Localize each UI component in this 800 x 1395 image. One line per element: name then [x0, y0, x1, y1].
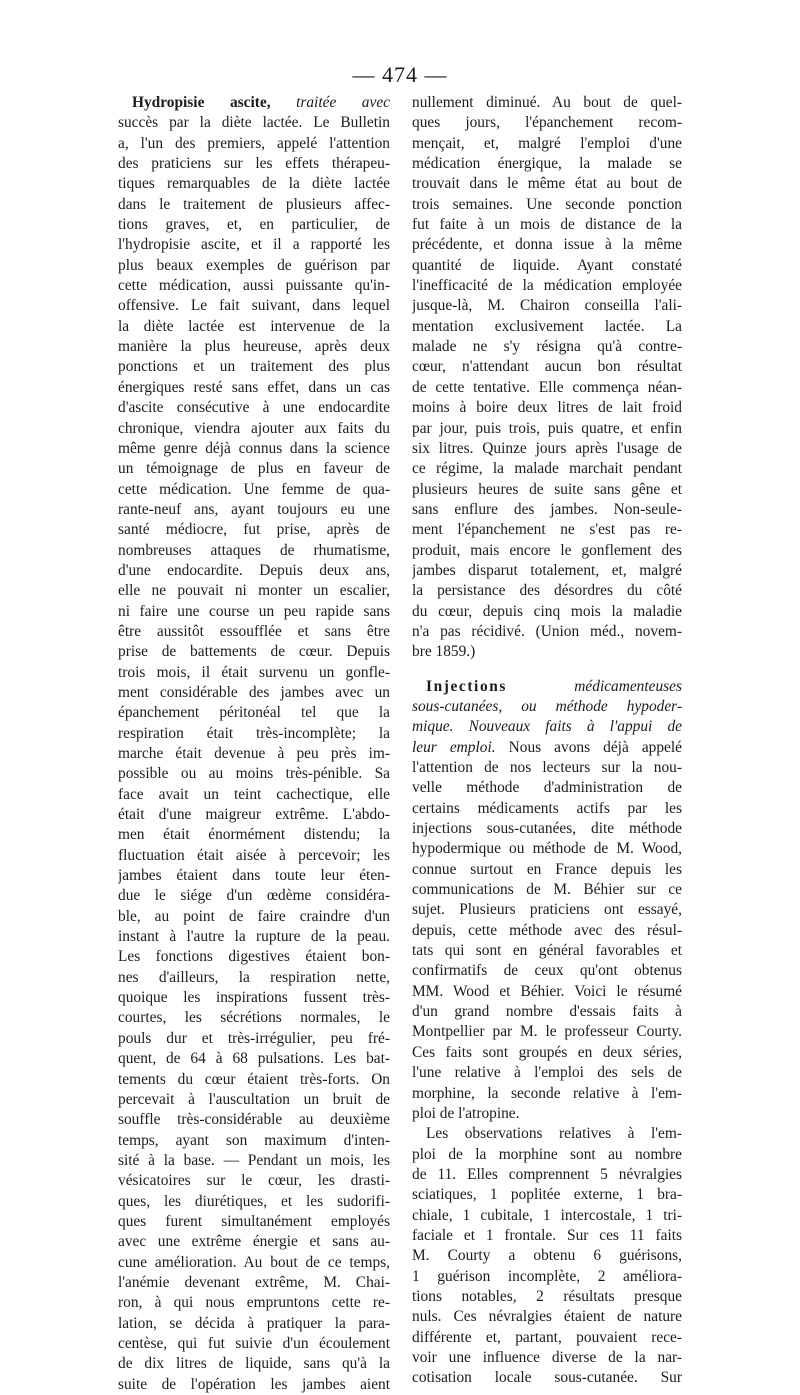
- text-line: un témoignage de plus en faveur de: [118, 460, 390, 478]
- text-line: six litres. Quinze jours après l'usage de: [412, 439, 682, 457]
- text-line: ment considérable des jambes avec un: [118, 683, 390, 701]
- text-line: mençait, et, malgré l'emploi d'une: [412, 134, 682, 152]
- text-line: différente et, partant, pouvaient rece-: [412, 1328, 682, 1346]
- article2-subtitle-3-line: [412, 738, 682, 758]
- text-line: lation, se décida à pratiquer la para-: [118, 1314, 390, 1332]
- text-line: la diète lactée est intervenue de la: [118, 317, 390, 335]
- article1-heading-line: [118, 93, 390, 113]
- text-line: d'un grand nombre d'essais faits à: [412, 1003, 682, 1021]
- text-line: tats qui sont en général favorables et: [412, 942, 682, 960]
- text-line: même genre déjà connus dans la science: [118, 439, 390, 457]
- text-line: morphine, la seconde relative à l'em-: [412, 1084, 682, 1102]
- text-line: d'ascite consécutive à une endocardite: [118, 399, 390, 417]
- text-line: de 11. Elles comprennent 5 névralgies: [412, 1165, 682, 1183]
- article1-body: [118, 113, 390, 1395]
- text-line: ques jours, l'épanchement recom-: [412, 114, 682, 132]
- text-line: l'inefficacité de la médication employée: [412, 277, 682, 295]
- text-line: produit, mais encore le gonflement des: [412, 541, 682, 559]
- text-line: tiques remarquables de la diète lactée: [118, 175, 390, 193]
- text-line: sciatiques, 1 poplitée externe, 1 bra-: [412, 1186, 682, 1204]
- text-line: cotisation locale sous-cutanée. Sur: [412, 1369, 682, 1387]
- text-line: ques furent simultanément employés: [118, 1212, 390, 1230]
- text-line: vésicatoires sur le cœur, les drasti-: [118, 1172, 390, 1190]
- text-line: M. Courty a obtenu 6 guérisons,: [412, 1247, 682, 1265]
- text-line: succès par la diète lactée. Le Bulletin: [118, 114, 390, 132]
- text-line: ni faire une course un peu rapide sans: [118, 602, 390, 620]
- text-line: ron, à qui nous empruntons cette re-: [118, 1294, 390, 1312]
- text-line: l'une relative à l'emploi des sels de: [412, 1064, 682, 1082]
- text-line: offensive. Le fait suivant, dans lequel: [118, 297, 390, 315]
- text-line: Ces faits sont groupés en deux séries,: [412, 1043, 682, 1061]
- text-line: d'une endocardite. Depuis deux ans,: [118, 561, 390, 579]
- text-line: être aussitôt essoufflée et sans être: [118, 622, 390, 640]
- text-line: n'a pas récidivé. (Union méd., novem-: [412, 622, 682, 640]
- article2-subtitle-2: mique. Nouveaux faits à l'appui de: [412, 718, 682, 736]
- text-line: injections sous-cutanées, dite méthode: [412, 820, 682, 838]
- text-line: pouls dur et très-irrégulier, peu fré-: [118, 1029, 390, 1047]
- right-column: [412, 93, 682, 1389]
- text-line: bre 1859.): [412, 643, 476, 661]
- text-line: prise de battements de cœur. Depuis: [118, 643, 390, 661]
- text-line: certains médicaments actifs par les: [412, 799, 682, 817]
- text-line: sité à la base. — Pendant un mois, les: [118, 1151, 390, 1169]
- article2-subtitle-0: médicamenteuses: [574, 677, 682, 695]
- text-line: de dix litres de liquide, sans qu'à la: [118, 1355, 390, 1373]
- text-line: sans enflure des jambes. Non-seule-: [412, 500, 682, 518]
- text-line: fut faite à un mois de distance de la: [412, 216, 682, 234]
- article1-continuation: [412, 93, 682, 663]
- text-line: connue surtout en France depuis les: [412, 860, 682, 878]
- text-line: face avait un teint cachectique, elle: [118, 785, 390, 803]
- text-line: plus beaux exemples de guérison par: [118, 256, 390, 274]
- text-line: la persistance des désordres du côté: [412, 582, 682, 600]
- article2-body: [412, 758, 682, 1124]
- text-line: du cœur, depuis cinq mois la maladie: [412, 602, 682, 620]
- text-line: trois semaines. Une seconde ponction: [412, 195, 682, 213]
- text-line: tions graves, et, en particulier, de: [118, 216, 390, 234]
- text-line: l'attention de nos lecteurs sur la nou-: [412, 759, 682, 776]
- text-line: due le siége d'un œdème considéra-: [118, 887, 390, 905]
- text-line: précédente, et donna issue à la même: [412, 236, 682, 254]
- text-line: énergiques resté sans effet, dans un cas: [118, 378, 390, 396]
- left-column: [118, 93, 390, 1395]
- text-line: percevait à l'auscultation un bruit de: [118, 1090, 390, 1108]
- text-line: santé médiocre, fut prise, après de: [118, 521, 390, 539]
- text-line: des praticiens sur les effets thérapeu-: [118, 155, 390, 173]
- text-line: ment l'épanchement ne s'est pas re-: [412, 521, 682, 539]
- text-line: cette médication, aussi puissante qu'in-: [118, 277, 390, 295]
- text-line: Les observations relatives à l'em-: [426, 1125, 682, 1143]
- text-line: l'hydropisie ascite, et il a rapporté les: [118, 236, 390, 254]
- text-line: tements du cœur étaient très-forts. On: [118, 1070, 390, 1088]
- article2-heading-line: [412, 677, 682, 697]
- text-line: communications de M. Béhier sur ce: [412, 881, 682, 899]
- text-line: ponctions et un traitement des plus: [118, 358, 390, 376]
- text-line: quoique les inspirations fussent très-: [118, 989, 390, 1007]
- text-line: men était énormément distendu; la: [118, 826, 390, 844]
- text-line: depuis, cette méthode avec des résul-: [412, 921, 682, 939]
- article2-subtitle-1: sous-cutanées, ou méthode hypoder-: [412, 697, 682, 715]
- text-line: instant à l'autre la rupture de la peau.: [118, 928, 390, 946]
- text-line: MM. Wood et Béhier. Voici le résumé: [412, 982, 682, 1000]
- text-line: ble, au point de faire craindre d'un: [118, 907, 390, 925]
- text-line: a, l'un des premiers, appelé l'attention: [118, 134, 390, 152]
- text-line: ques, les diurétiques, et les sudorifi-: [118, 1192, 390, 1210]
- text-line: quent, de 64 à 68 pulsations. Les bat-: [118, 1050, 390, 1068]
- text-line: moins à boire deux litres de lait froid: [412, 399, 682, 417]
- text-line: médication énergique, la malade se: [412, 155, 682, 173]
- text-line: cœur, n'attendant aucun bon résultat: [412, 358, 682, 376]
- text-line: voir une influence diverse de la nar-: [412, 1348, 682, 1366]
- text-line: courtes, les sécrétions normales, le: [118, 1009, 390, 1027]
- text-line: souffle très-considérable au deuxième: [118, 1111, 390, 1129]
- text-line: fluctuation était aisée à percevoir; les: [118, 846, 390, 864]
- text-line: chronique, viendra ajouter aux faits du: [118, 419, 390, 437]
- article1-heading: Hydropisie ascite,: [132, 94, 271, 111]
- text-line: était d'une maigreur extrême. L'abdo-: [118, 806, 390, 824]
- section-gap: [412, 663, 682, 677]
- text-line: temps, ayant son maximum d'inten-: [118, 1131, 390, 1149]
- text-line: nullement diminué. Au bout de quel-: [412, 94, 682, 111]
- text-line: chiale, 1 cubitale, 1 intercostale, 1 tri-: [412, 1206, 682, 1224]
- text-line: marche était devenue à peu près im-: [118, 745, 390, 762]
- text-line: ce régime, la malade marchait pendant: [412, 460, 682, 478]
- text-line: trouvait dans le même état au bout de: [412, 175, 682, 193]
- text-line: nombreuses attaques de rhumatisme,: [118, 541, 390, 559]
- text-line: ploi de l'atropine.: [412, 1104, 520, 1122]
- article2-heading: Injections: [426, 677, 507, 695]
- text-line: ploi de la morphine sont au nombre: [412, 1145, 682, 1163]
- text-line: de cette tentative. Elle commença néan-: [412, 378, 682, 396]
- text-line: cune amélioration. Au bout de ce temps,: [118, 1253, 390, 1271]
- text-line: plusieurs heures de suite sans gêne et: [412, 480, 682, 498]
- text-line: avec une extrême énergie et sans au-: [118, 1233, 390, 1251]
- text-line: épanchement péritonéal tel que la: [118, 704, 390, 722]
- text-line: Les fonctions digestives étaient bon-: [118, 948, 390, 966]
- text-line: faciale et 1 frontale. Sur ces 11 faits: [412, 1226, 682, 1244]
- text-line: velle méthode d'administration de: [412, 779, 682, 797]
- text-line: par jour, puis trois, puis quatre, et enfin: [412, 419, 682, 437]
- text-line: hypodermique ou méthode de M. Wood,: [412, 840, 682, 858]
- text-line: elle ne pouvait ni monter un escalier,: [118, 582, 390, 600]
- text-line: trois mois, il était survenu un gonfle-: [118, 663, 390, 681]
- text-line: Montpellier par M. le professeur Courty.: [412, 1023, 682, 1041]
- article2-paragraph2: [412, 1124, 682, 1388]
- page-number: — 474 —: [352, 62, 448, 87]
- article1-subtitle: traitée avec: [296, 94, 390, 111]
- text-line: cette médication. Une femme de qua-: [118, 480, 390, 498]
- text-line: nes d'ailleurs, la respiration nette,: [118, 968, 390, 986]
- text-line: quantité de liquide. Ayant constaté: [412, 256, 682, 274]
- text-line: sujet. Plusieurs praticiens ont essayé,: [412, 901, 682, 919]
- text-line: jambes étaient dans toute leur éten-: [118, 867, 390, 885]
- text-line: 1 guérison incomplète, 2 améliora-: [412, 1267, 682, 1285]
- text-line: malade ne s'y résigna qu'à contre-: [412, 338, 682, 356]
- text-line: suite de l'opération les jambes aient: [118, 1375, 390, 1393]
- text-line: jambes disparut totalement, et, malgré: [412, 561, 682, 579]
- article2-subtitle-3: leur emploi.: [412, 738, 496, 756]
- article2-first-line-rest: Nous avons déjà appelé: [508, 738, 682, 756]
- text-line: possible ou au moins très-pénible. Sa: [118, 765, 390, 783]
- text-line: dans le traitement de plusieurs affec-: [118, 195, 390, 213]
- text-line: mentation exclusivement lactée. La: [412, 317, 682, 335]
- text-line: nuls. Ces névralgies étaient de nature: [412, 1308, 682, 1326]
- text-line: respiration était très-incomplète; la: [118, 724, 390, 742]
- text-line: jusque-là, M. Chairon conseilla l'ali-: [412, 297, 682, 315]
- text-line: manière la plus heureuse, après deux: [118, 338, 390, 356]
- text-line: l'anémie devenant extrême, M. Chai-: [118, 1273, 390, 1291]
- text-line: confirmatifs de ceux qu'ont obtenus: [412, 962, 682, 980]
- text-line: rante-neuf ans, ayant toujours eu une: [118, 500, 390, 518]
- text-line: centèse, qui fut suivie d'un écoulement: [118, 1334, 390, 1352]
- text-line: tions notables, 2 résultats presque: [412, 1287, 682, 1305]
